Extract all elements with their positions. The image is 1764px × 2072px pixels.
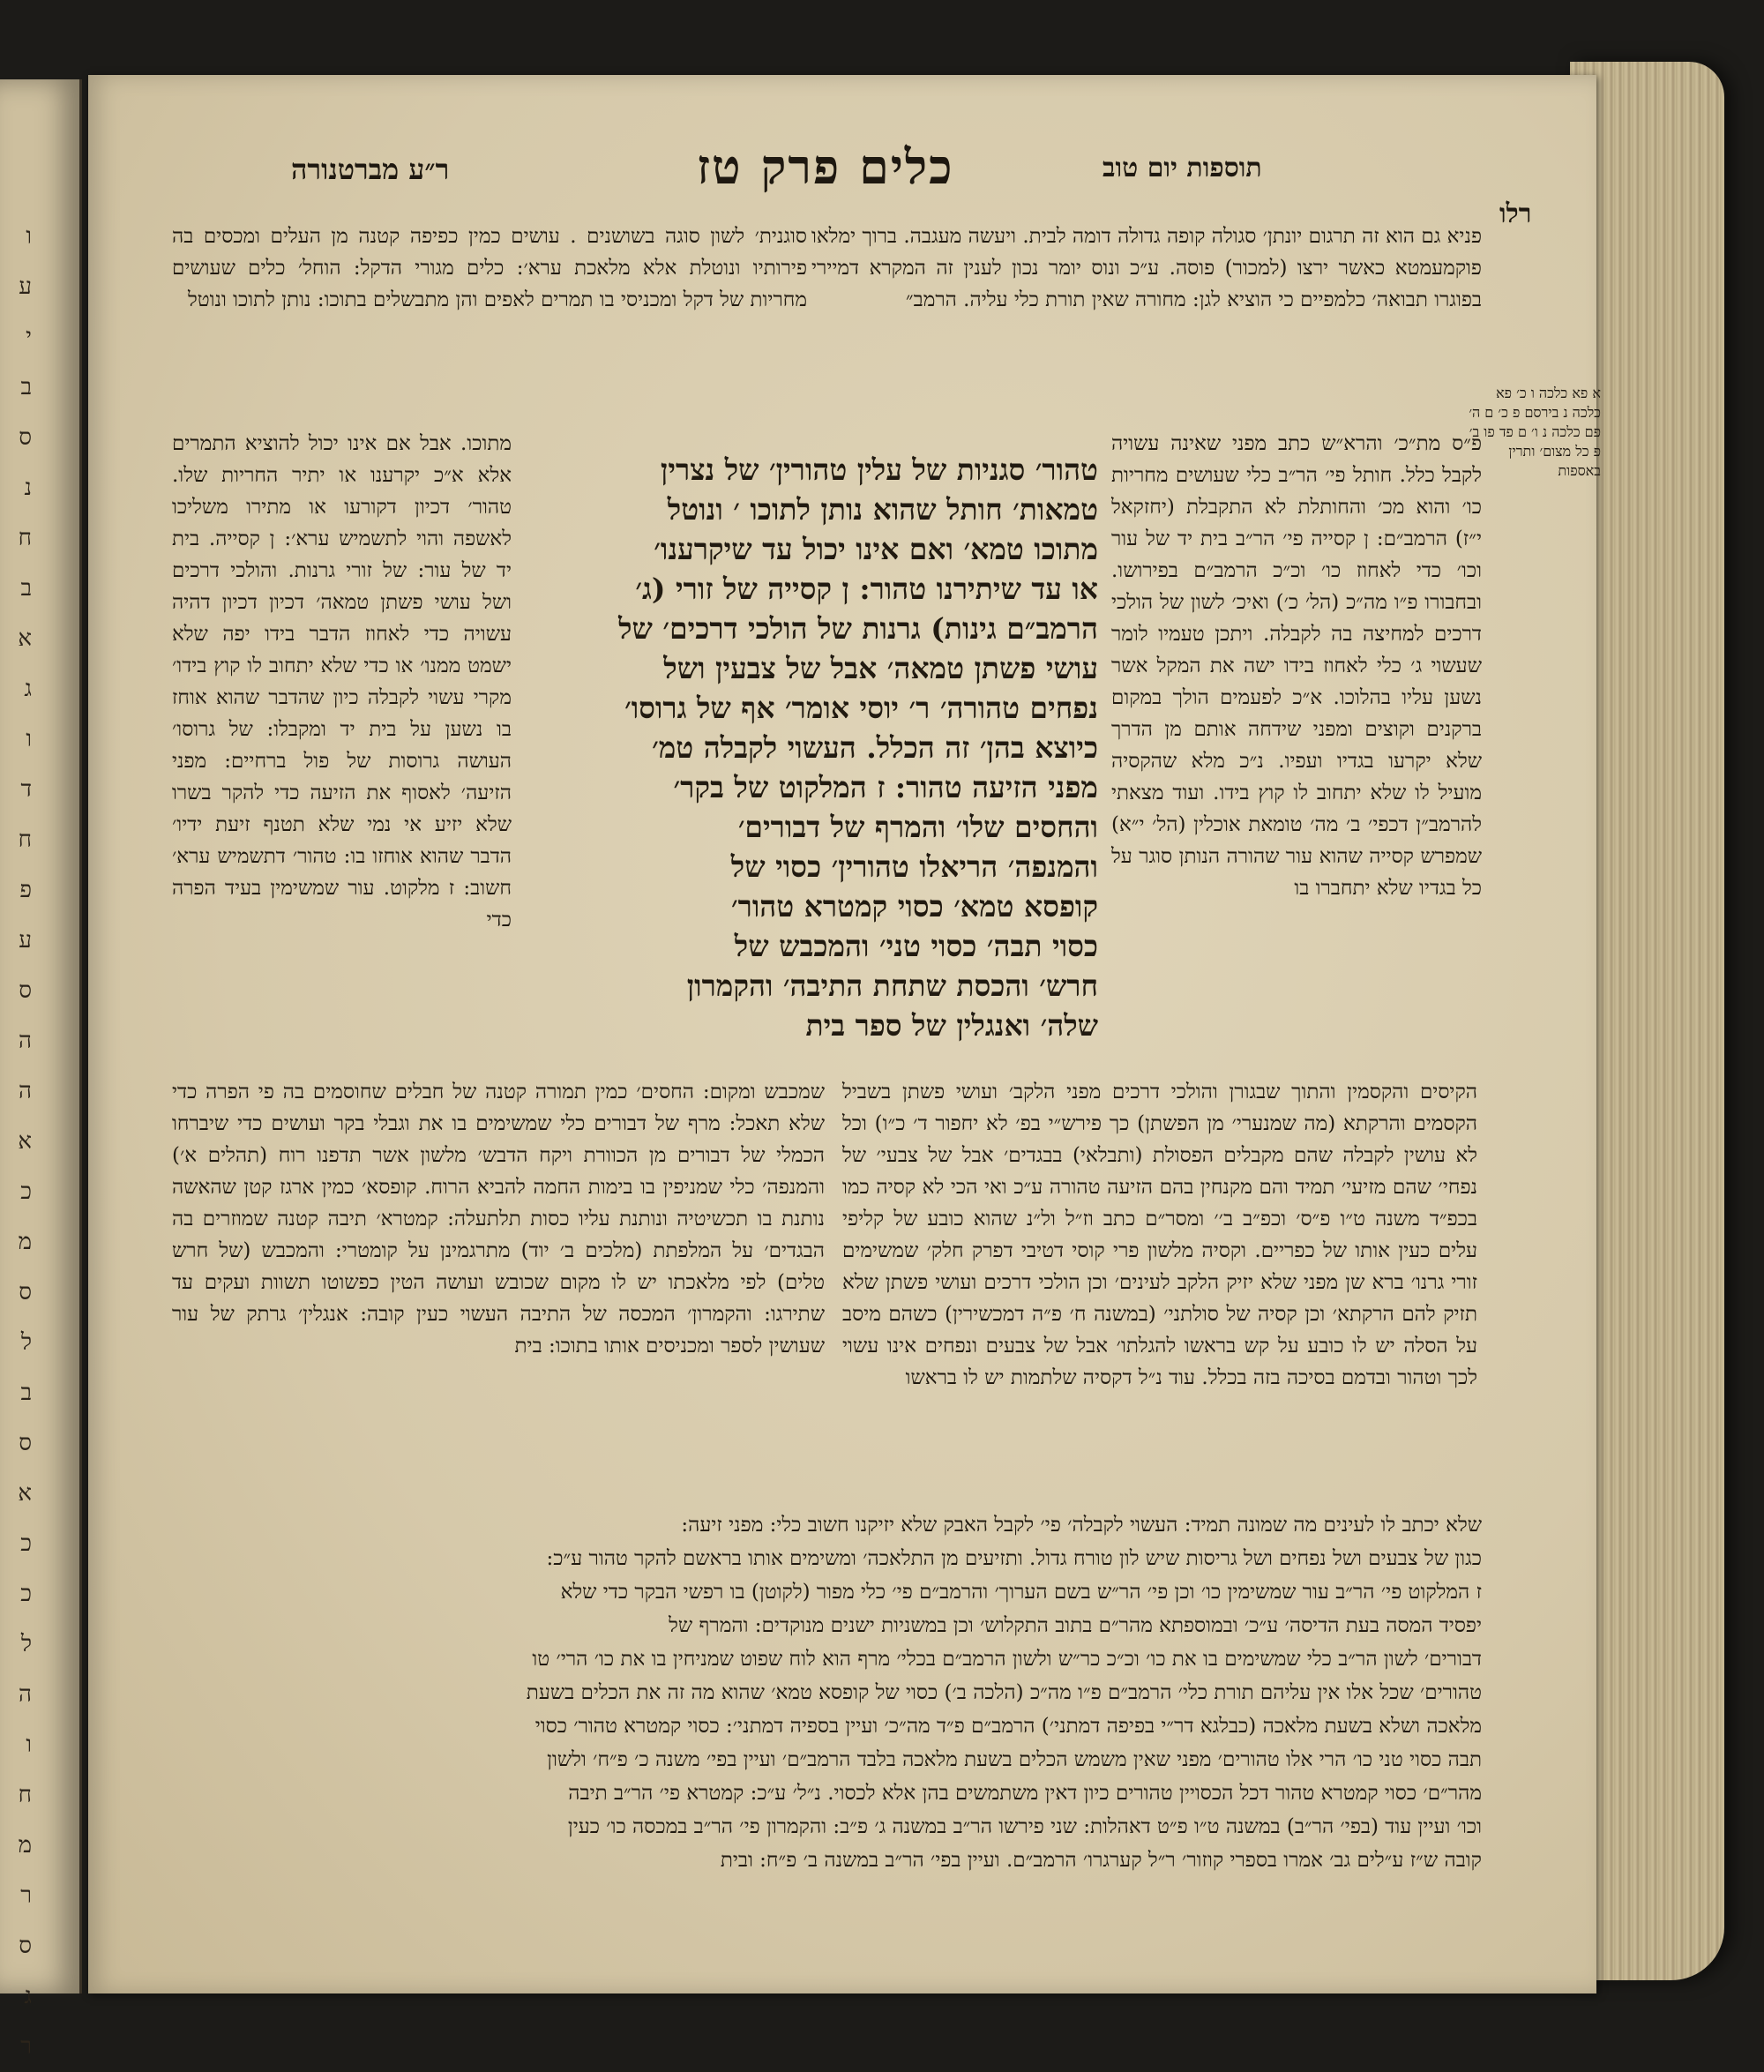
gutter-letter: ד [20,776,32,803]
mishnah-line: כסוי תבה׳ כסוי טני׳ והמכבש של [734,929,1098,963]
commentary-bottom-line: יפסיד המסה בעת הדיסה׳ ע״כ׳ ובמוספתא מהר״ם בתוב התקלוש׳ וכן במשניות ישנים מנוקדים: והמרף של [669,1614,1482,1637]
gutter-letter: ח [18,827,32,853]
gutter-letter: ס [19,1279,32,1305]
mishnah-line: קופסא טמא׳ כסוי קמטרא טהור׳ [730,889,1098,924]
commentary-bottom-line: מהר״ם׳ כסוי קמטרא טהור דכל הכסויין טהורים כיון דאין משתמשים בהן אלא לכסוי. נ״ל׳ ע״כ: קמטרא פי׳ הר״ב תיבה [568,1782,1482,1805]
mishnah-line: כיוצא בהן׳ זה הכלל. העשוי לקבלה טמ׳ [652,730,1098,765]
mishnah-line: שלה׳ ואנגלין של ספר בית [805,1008,1098,1043]
gutter-letter: ו [26,726,32,752]
page-number: רלו [1499,198,1532,229]
gutter-letter: א [18,625,32,652]
facing-page-edge [0,79,82,2060]
mishnah-line: מתוכו טמא׳ ואם אינו יכול עד שיקרענו׳ [654,532,1098,566]
mishnah-line: מפני הזיעה טהור: ז המלקוט של בקר׳ [673,770,1098,804]
gutter-letter: מ [18,1832,32,1859]
gutter-letter: ג [24,676,32,702]
gutter-letter: ב [20,1380,32,1406]
gutter-letter: א [18,1128,32,1155]
gutter-letter: ע [19,273,32,300]
gutter-letter: ר [20,2033,32,2060]
gutter-letter: כ [20,1530,32,1557]
mishnah-line: או עד שיתירנו טהור: ן קסייה של זורי (ג׳ [635,572,1098,606]
mishnah-line: נפחים טהורה׳ ר׳ יוסי אומר׳ אף של גרוסו׳ [624,691,1098,725]
gutter-letter: א [18,1480,32,1507]
gutter-letter: נ [24,475,32,501]
commentary-bottom-line: שלא יכתב לו לעינים מה שמונה תמיד: העשוי לקבלה׳ פי׳ לקבל האבק שלא יזיקנו חשוב כלי: מפני זיעה: [681,1514,1482,1537]
commentary-top-right: פניא גם הוא זה תרגום יונתן׳ סגולה קופה גדולה דומה לבית. ויעשה מעגבה. ברוך ימלאו פוקמעמטא כאשר ירצו (למכור) פוסה. ע״כ ונוס יומר נכון לענין זה המקרא דמיירי בפוגרו תבואה׳ כלמפיים כי הוציא לגן: מחורה שאין תורת כלי עליה. הרמב״ [811,225,1482,311]
commentary-right-column: פ״ס מת״כ׳ והרא״ש כתב מפני שאינה עשויה לקבל כלל. חותל פי׳ הר״ב כלי שעושים מחריות כו׳ והוא מכ׳ והחותלת לא התקבלת (יחזקאל י״ז) הרמב״ם: ן קסייה פי׳ הר״ב בית יד של עור וכו׳ כדי לאחוז כו׳ וכ״כ הרמב״ם בפירושו. ובחבורו פ״ו מה״כ (הל׳ כ׳) ואיכ׳ לשון של הולכי דרכים למחיצה בה לקבלה. ויתכן טעמיו לומר שעשוי ג׳ כלי לאחוז בידו ישה את המקל אשר נשען עליו בהלוכו. א״כ לפעמים הולך במקום ברקנים וקוצים ומפני שידחה אותם מן הדרך שלא יקרעו בגדיו ועפיו. נ״כ מלא שהקסיה מועיל לו שלא יתחוב לו קוץ בידו. ועוד מצאתי להרמב״ן דכפי׳ ב׳ מה׳ טומאת אוכלין (הל׳ י״א) שמפרש קסייה שהוא עור שהורה הנותן סוגר על כל בגדיו שלא יתחברו בו [1111,432,1482,900]
gutter-letter: ס [19,977,32,1004]
gutter-letter: ע [19,927,32,954]
mishnah-line: טהור׳ סגניות של עלין טהורין׳ של נצרין [660,453,1098,487]
commentary-bottom-line: תבה כסוי טני כו׳ הרי אלו טהורים׳ מפני שאין משמש הכלים בשעת מלאכה בלבד הרמב״ם׳ ועיין בפי׳ משנה כ׳ פ״ח׳ ולשון [547,1748,1482,1771]
commentary-bottom-line: דבורים׳ לשון הר״ב כלי שמשימים בו את כו׳ וכ״כ כר״ש ולשון הרמב״ם בכלי׳ מרף הוא לוח שפוט שמניחין בו את כו׳ הרי׳ טו [532,1648,1482,1671]
margin-references: א פא כלכה ו כ׳ פא כלכה נ בירסם פ כ׳ ם ה׳ פם כלכה נ ו׳ ם פד פו ב׳ פ כל מצום׳ ותרין באספות [1469,385,1601,479]
mishnah-line: חרש׳ והכסת שתחת התיבה׳ והקמרון [686,969,1098,1003]
commentary-left-column: מתוכו. אבל אם אינו יכול להוציא התמרים אלא א״כ יקרענו או יתיר החריות שלו. טהור׳ דכיון דקורעו או מתירו משליכו לאשפה והוי לתשמיש ערא׳: ן קסייה. בית יד של עור: של זורי גרנות. והולכי דרכים ושל עושי פשתן טמאה׳ דכיון דכיון דהיה עשויה כדי לאחוז הדבר בידו יפה שלא ישמט ממנו׳ או כדי שלא יתחוב לו קוץ בידו׳ מקרי עשוי לקבלה כיון שהדבר שהוא אוחז בו נשען על בית יד ומקבלו: של גרוסו׳ העושה גרוסות של פול ברחיים: מפני הזיעה׳ לאסוף את הזיעה כדי להקר בשרו שלא יזיע אי נמי שלא תטנף זיעת ידיו׳ הדבר שהוא אוחזו בו: טהור׳ דתשמיש ערא׳ חשוב: ז מלקוט. עור שמשימין בעיד הפרה כדי [172,432,512,931]
commentary-mid-right: הקיסים והקסמין והתוך שבגורן והולכי דרכים מפני הלקב׳ ועושי פשתן בשביל הקסמים והרקתא (מה שמנערי׳ מן הפשתן) כך פירש״י בפ׳ לא יחפור ד׳ כ״ו) וכל לא עושין לקבלה שהם מקבלים הפסולת (ותבלאי) בבגדים׳ אבל של צבעי׳ של נפחי׳ שהם מזיעי׳ תמיד והם מקנחין בהם הזיעה טהורה ע״כ ואי הכי לא קסיה כמו בכפ״ד משנה ט״ו פ״ס׳ וכפ״ב ב׳׳ ומסר״ם כתב וז״ל ול״נ שהוא כובע של קליפי עלים כעין אותו של כפריים. וקסיה מלשון פרי קוסי דטיבי דפרק חלק׳ שמשימים זורי גרנו׳ ברא שן מפני שלא יזיק הלקב לעינים׳ וכן הולכי דרכים ועושי פשתן שלא תזיק להם הרקתא׳ וכן קסיה של סולתני׳ (במשנה ח׳ פ״ה דמכשירין) כשהם מיסב על הסלה יש לו כובע על קש בראשו להגלתו׳ אבל של צבעים ונפחים אינו עשוי לכך וטהור ובדמם בסיכה בזה בכלל. עוד נ״ל דקסיה שלתמות יש לו בראשו [842,1081,1477,1389]
mishnah-line: עושי פשתן טמאה׳ אבל של צבעין ושל [663,651,1098,685]
commentary-bottom-line: מלאכה ושלא בשעת מלאכה (כבלגא דר״י בפיפה דמתני׳) הרמב״ם פ״ד מה״כ׳ ועיין בספיה דמתני׳: כסוי קמטרא טהור׳ כסוי [534,1715,1482,1738]
gutter-letter: ל [20,1329,32,1356]
book-page [88,75,1601,1993]
mishnah-line: והמנפה׳ הריאלו טהורין׳ כסוי של [730,849,1098,884]
commentary-bottom [172,1508,1482,1872]
gutter-letter: ר [20,1882,32,1909]
gutter-letter: ה [19,1681,32,1708]
page-title: כלים פרק טז [697,138,954,195]
gutter-letter: כ [20,1178,32,1205]
gutter-letter: ו [26,223,32,250]
gutter-letter: ב [20,575,32,602]
gutter-letter: ה [19,1078,32,1104]
gutter-letter: ב [20,374,32,400]
gutter-letter: מ [18,1229,32,1255]
running-title-left: ר״ע מברטנורה [291,153,450,186]
gutter-letter: ס [19,424,32,451]
gutter-letter: ה [19,1028,32,1054]
mishnah-line: והחסים שלו׳ והמרף של דבורים׳ [737,810,1098,844]
gutter-letter: ח [18,525,32,551]
gutter-letter: ל [20,1631,32,1657]
gutter-letter: פ [19,877,32,903]
gutter-letter: י [26,324,32,350]
mishnah-line: טמאות׳ חותל שהוא נותן לתוכו ׳ ונוטל [667,492,1098,527]
commentary-bottom-line: כגון של צבעים ושל נפחים ושל גריסות שיש לון טורח גדול. ותזיעים מן התלאכה׳ ומשימים אותו בראשם להקר טהור ע״כ: [546,1547,1482,1570]
gutter-letter: ס [19,1430,32,1456]
mishnah-line: הרמב״ם גינות) גרנות של הולכי דרכים׳ של [618,611,1098,646]
gutter-letter: ג [24,1983,32,2009]
running-title-right: תוספות יום טוב [1102,153,1262,183]
gutter-letter: ו [26,1732,32,1758]
commentary-bottom-line: טהורים׳ שכל אלו אין עליהם תורת כלי׳ הרמב״ם פ״ו מה״כ (הלכה ב׳) כסוי של קופסא טמא׳ שהוא מה זה את הכלים בשעת [526,1681,1482,1704]
mishnah-text [525,450,1098,1050]
commentary-bottom-line: וכו׳ ועיין עוד (בפי׳ הר״ב) במשנה ט״ו פ״ט דאהלות: שני פירשו הר״ב במשנה ג׳ פ״ב: והקמרון פי׳ הר״ב במכסה כו׳ כעין [567,1815,1482,1838]
gutter-letter: כ [20,1581,32,1607]
facing-page-gutter-text [5,212,32,2072]
gutter-letter: ס [19,1933,32,1959]
commentary-mid-left: שמכבש ומקום: החסים׳ כמין תמורה קטנה של חבלים שחוסמים בה פי הפרה כדי שלא תאכל: מרף של דבורים כלי שמשימים בו את וגבלי בקר ועושים כדי שיברחו הכמלי של דבורים מן הכוורת ויקח הדבש׳ מלשון אשר תדפנו רוח (תהלים א׳) והמנפה׳ כלי שמניפין בו בימות החמה להביא הרוח. קופסא׳ כמין ארגז קטן שהאשה נותנת בו תכשיטיה ונותנת עליו כסות תלתעלה: קמטרא׳ תיבה קטנה שמוזרים בה הבגדים׳ על המלפתת (מלכים ב׳ יוד) מתרגמינן על קומטרי: והמכבש (של חרש טלים) לפי מלאכתו יש לו מקום שכובש ועושה הטין כפשוטו תשוות ועקים עד שתירגו: והקמרון׳ המכסה של התיבה העשוי כעין קובה: אנגלין׳ גרתק של עור שעושין לספר ומכניסים אותו בתוכו: בית [172,1081,826,1358]
commentary-bottom-line: קובה ש״ז ע״לים גב׳ אמרו בספרי קוזור׳ ר״ל קערגרו׳ הרמב״ם. ועיין בפי׳ הר״ב במשנה ב׳ פ״ח: ובית [720,1849,1482,1872]
commentary-top-left: סוגנית׳ לשון סוגה בשושנים . עושים כמין כפיפה קטנה מן העלים ומכסים בה פירותיו ונוטלת אלא מלאכת ערא׳: כלים מגורי הדקל: הוחל׳ כלים שעושים מחריות של דקל ומכניסי בו תמרים לאפים והן מתבשלים בתוכו: נותן לתוכו ונוטל [172,225,807,311]
commentary-bottom-line: ז המלקוט פי׳ הר״ב עור שמשימין כו׳ וכן פי׳ הר״ש בשם הערוך׳ והרמב״ם פי׳ כלי מפור (לקוטן) בו רפשי הבקר כדי שלא [560,1581,1482,1604]
gutter-letter: ח [18,1782,32,1808]
